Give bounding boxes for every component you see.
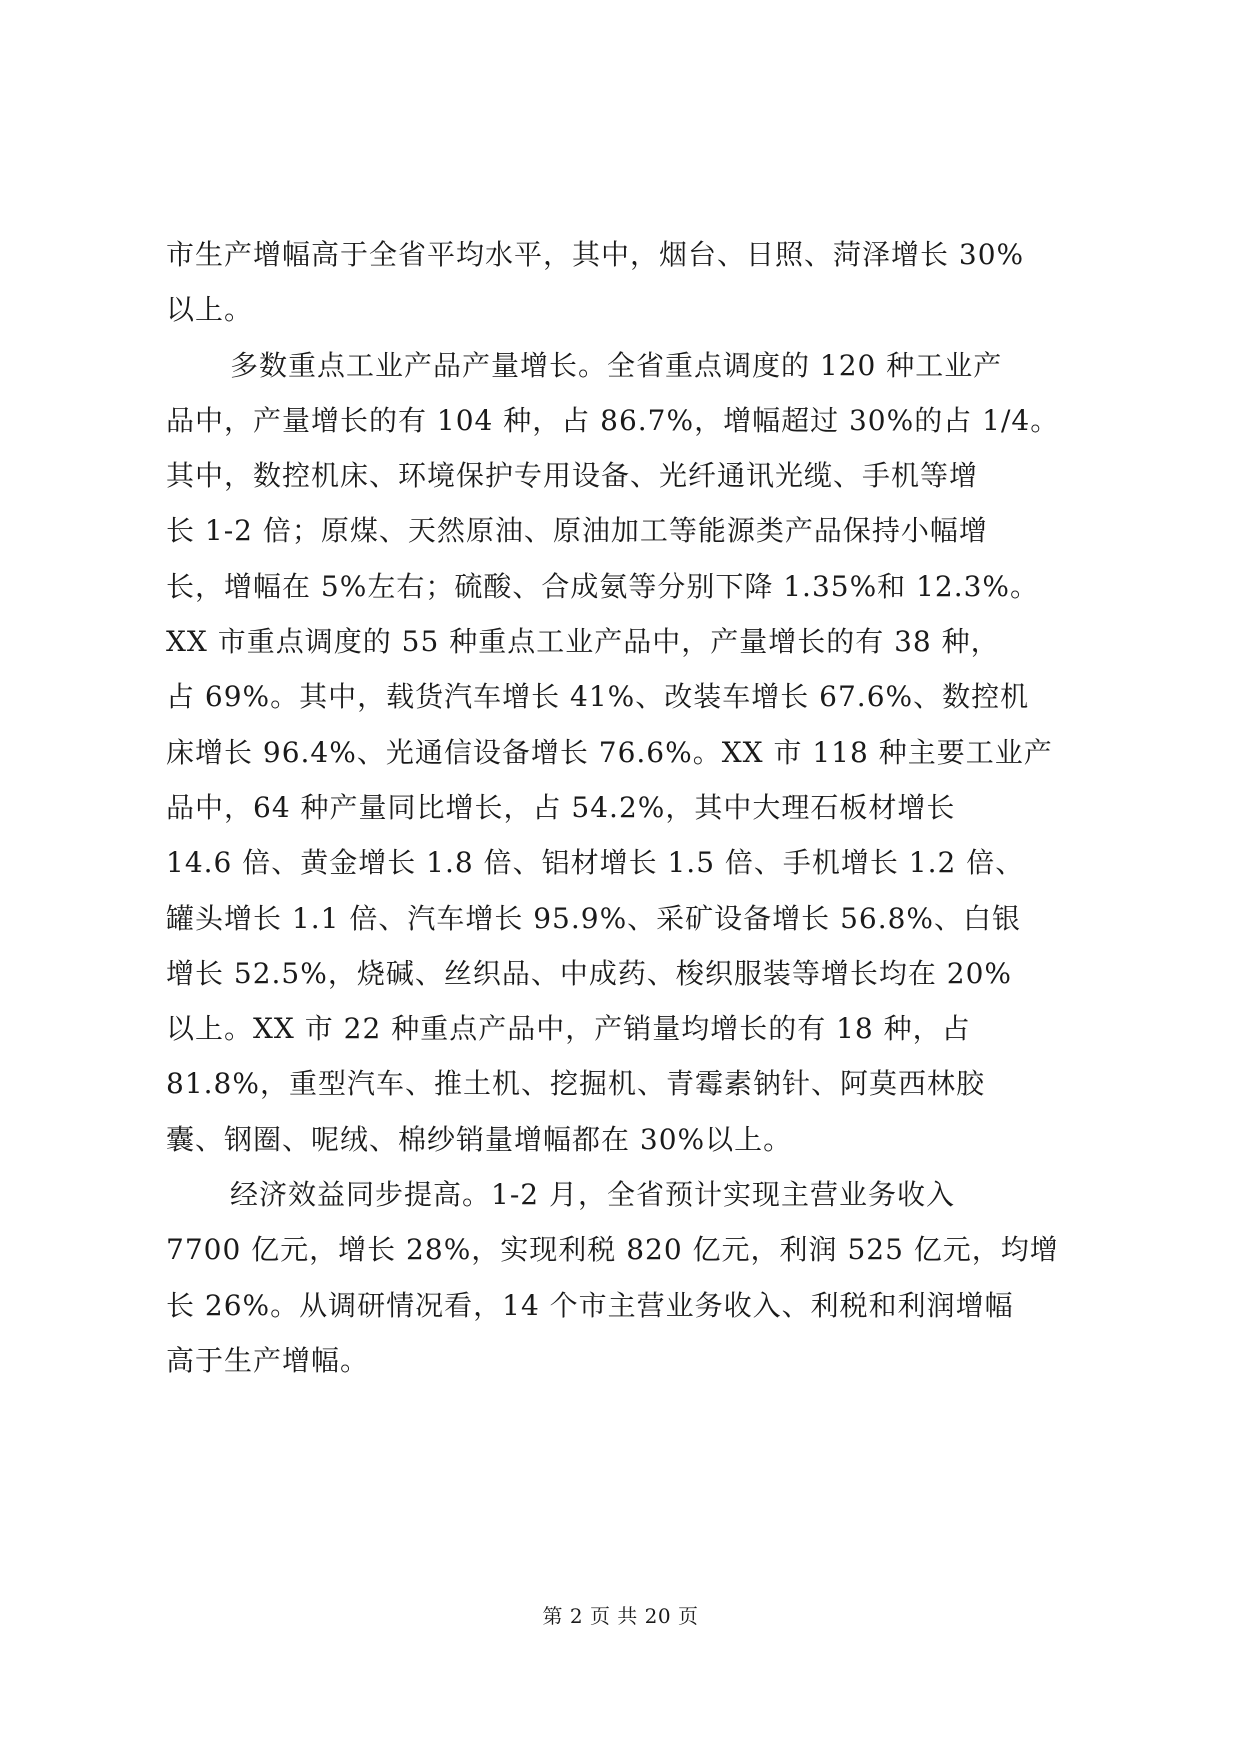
page-number-label: 第 2 页 共 20 页 <box>542 1604 699 1628</box>
text-line: 增长 52.5%，烧碱、丝织品、中成药、梭织服装等增长均在 20% <box>166 956 1012 990</box>
text-line: 品中，产量增长的有 104 种，占 86.7%，增幅超过 30%的占 1/4。 <box>166 403 1060 437</box>
document-body <box>166 227 1086 1388</box>
text-line: 其中，数控机床、环境保护专用设备、光纤通讯光缆、手机等增 <box>166 459 979 493</box>
text-line: 长 26%。从调研情况看，14 个市主营业务收入、利税和利润增幅 <box>166 1288 1014 1322</box>
text-line: 长 1-2 倍；原煤、天然原油、原油加工等能源类产品保持小幅增 <box>166 514 988 548</box>
text-line: 囊、钢圈、呢绒、棉纱销量增幅都在 30%以上。 <box>166 1122 793 1156</box>
paragraph-start-line: 经济效益同步提高。1-2 月，全省预计实现主营业务收入 <box>230 1178 955 1212</box>
text-line: 长，增幅在 5%左右；硫酸、合成氨等分别下降 1.35%和 12.3%。 <box>166 569 1040 603</box>
text-line: 以上。XX 市 22 种重点产品中，产销量均增长的有 18 种，占 <box>166 1012 971 1046</box>
text-line: 品中，64 种产量同比增长，占 54.2%，其中大理石板材增长 <box>166 790 956 824</box>
text-line: 81.8%，重型汽车、推土机、挖掘机、青霉素钠针、阿莫西林胶 <box>166 1067 985 1101</box>
text-line: 罐头增长 1.1 倍、汽车增长 95.9%、采矿设备增长 56.8%、白银 <box>166 901 1022 935</box>
text-line: 占 69%。其中，载货汽车增长 41%、改装车增长 67.6%、数控机 <box>166 680 1030 714</box>
text-line: 7700 亿元，增长 28%，实现利税 820 亿元，利润 525 亿元，均增 <box>166 1233 1059 1267</box>
text-line: 床增长 96.4%、光通信设备增长 76.6%。XX 市 118 种主要工业产 <box>166 735 1053 769</box>
paragraph-start-line: 多数重点工业产品产量增长。全省重点调度的 120 种工业产 <box>230 348 1003 382</box>
text-line: 14.6 倍、黄金增长 1.8 倍、铝材增长 1.5 倍、手机增长 1.2 倍、 <box>166 846 1025 880</box>
page-footer <box>0 1600 1241 1629</box>
text-line: 市生产增幅高于全省平均水平，其中，烟台、日照、菏泽增长 30% <box>166 238 1025 271</box>
text-line: 以上。 <box>166 293 254 327</box>
text-line: 高于生产增幅。 <box>166 1343 370 1377</box>
text-line: XX 市重点调度的 55 种重点工业产品中，产量增长的有 38 种， <box>166 625 1000 659</box>
